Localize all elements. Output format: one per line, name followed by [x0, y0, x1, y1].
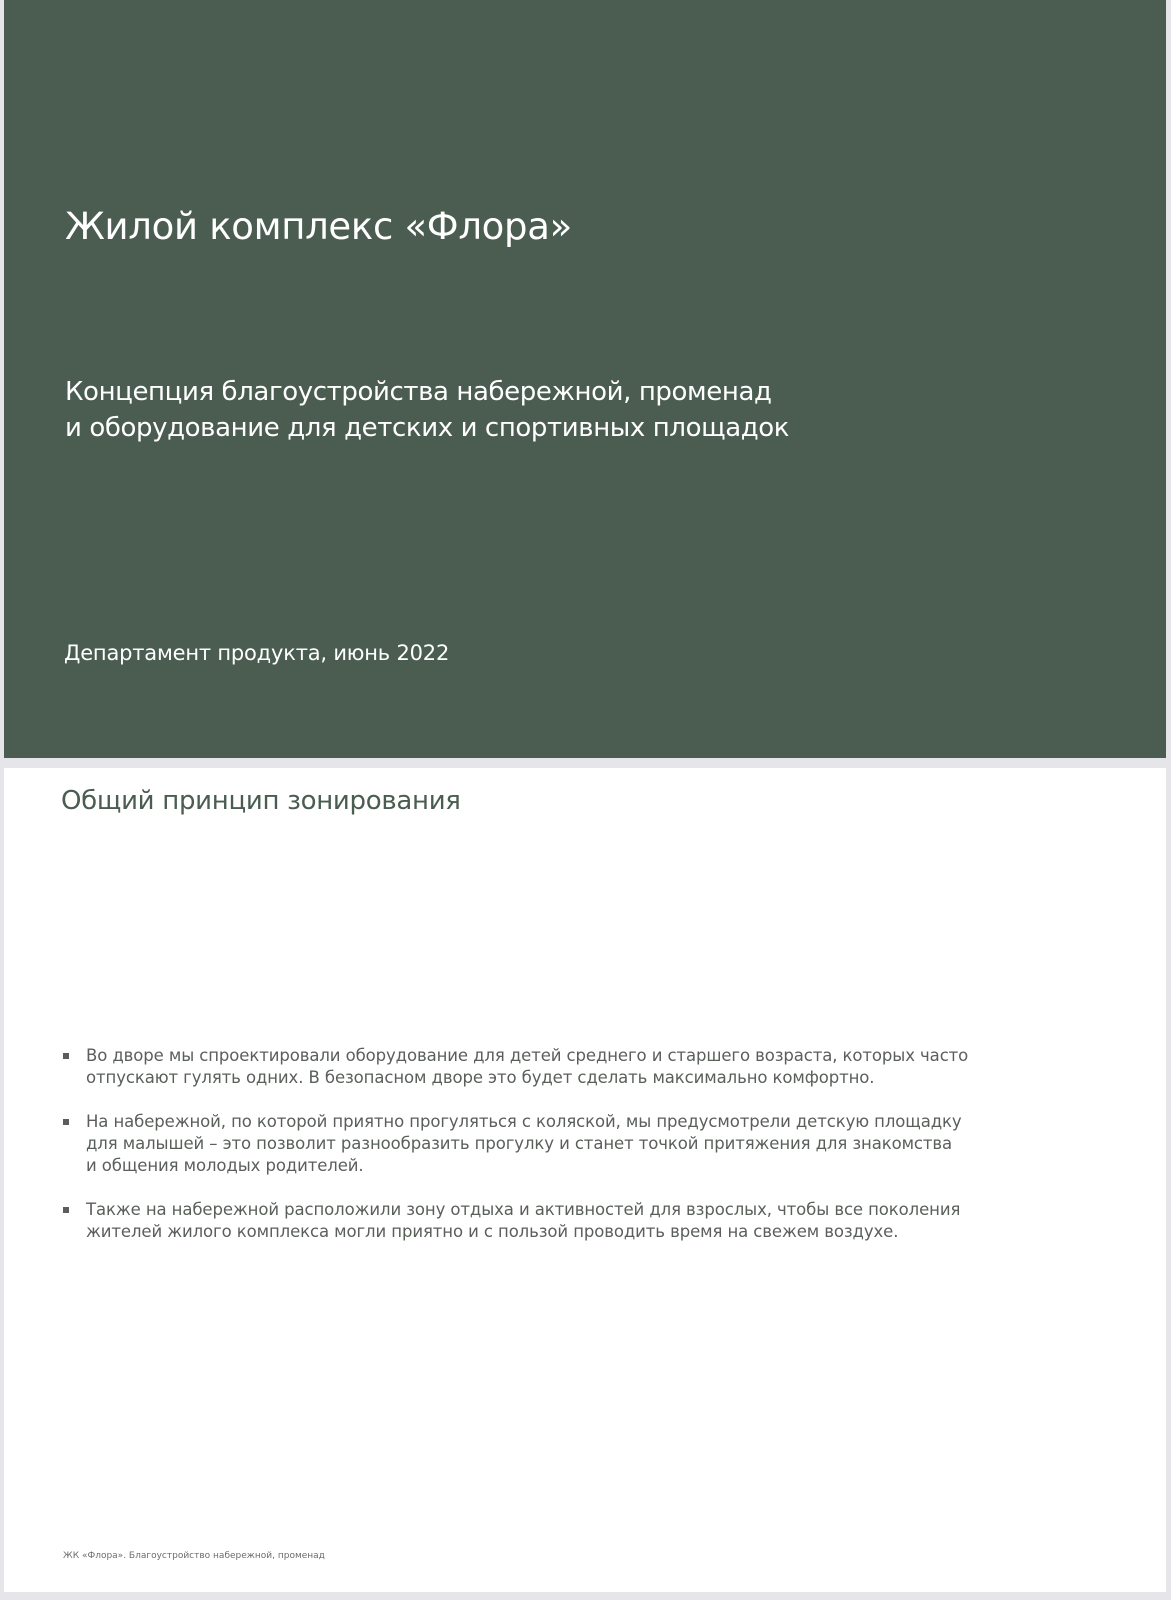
bullet-text-line: для малышей – это позволит разнообразить прогулку и станет точкой притяжения для знакомства [86, 1134, 953, 1153]
bullet-text-line: жителей жилого комплекса могли приятно и с пользой проводить время на свежем воздухе. [86, 1222, 899, 1241]
bullet-list [62, 1045, 1122, 1265]
bullet-square-icon [63, 1207, 69, 1213]
cover-department-date: Департамент продукта, июнь 2022 [64, 641, 450, 665]
slide-footer: ЖК «Флора». Благоустройство набережной, променад [63, 1551, 325, 1561]
bullet-text-line: На набережной, по которой приятно прогуляться с коляской, мы предусмотрели детскую площадку [86, 1112, 962, 1131]
cover-subtitle-line: Концепция благоустройства набережной, променад [65, 377, 772, 407]
bullet-item [62, 1199, 1122, 1243]
bullet-item [62, 1045, 1122, 1089]
bullet-item [62, 1111, 1122, 1177]
cover-slide [4, 0, 1166, 758]
bullet-text-line: Также на набережной расположили зону отдыха и активностей для взрослых, чтобы все поколения [86, 1200, 961, 1219]
bullet-text-line: отпускают гулять одних. В безопасном дворе это будет сделать максимально комфортно. [86, 1068, 875, 1087]
cover-title: Жилой комплекс «Флора» [65, 205, 572, 248]
bullet-square-icon [63, 1053, 69, 1059]
slide-title: Общий принцип зонирования [61, 786, 461, 816]
bullet-square-icon [63, 1119, 69, 1125]
zoning-slide [4, 768, 1166, 1592]
cover-subtitle [65, 374, 789, 446]
cover-subtitle-line: и оборудование для детских и спортивных площадок [65, 413, 790, 443]
bullet-text-line: и общения молодых родителей. [86, 1156, 364, 1175]
bullet-text-line: Во дворе мы спроектировали оборудование для детей среднего и старшего возраста, которых часто [86, 1046, 969, 1065]
